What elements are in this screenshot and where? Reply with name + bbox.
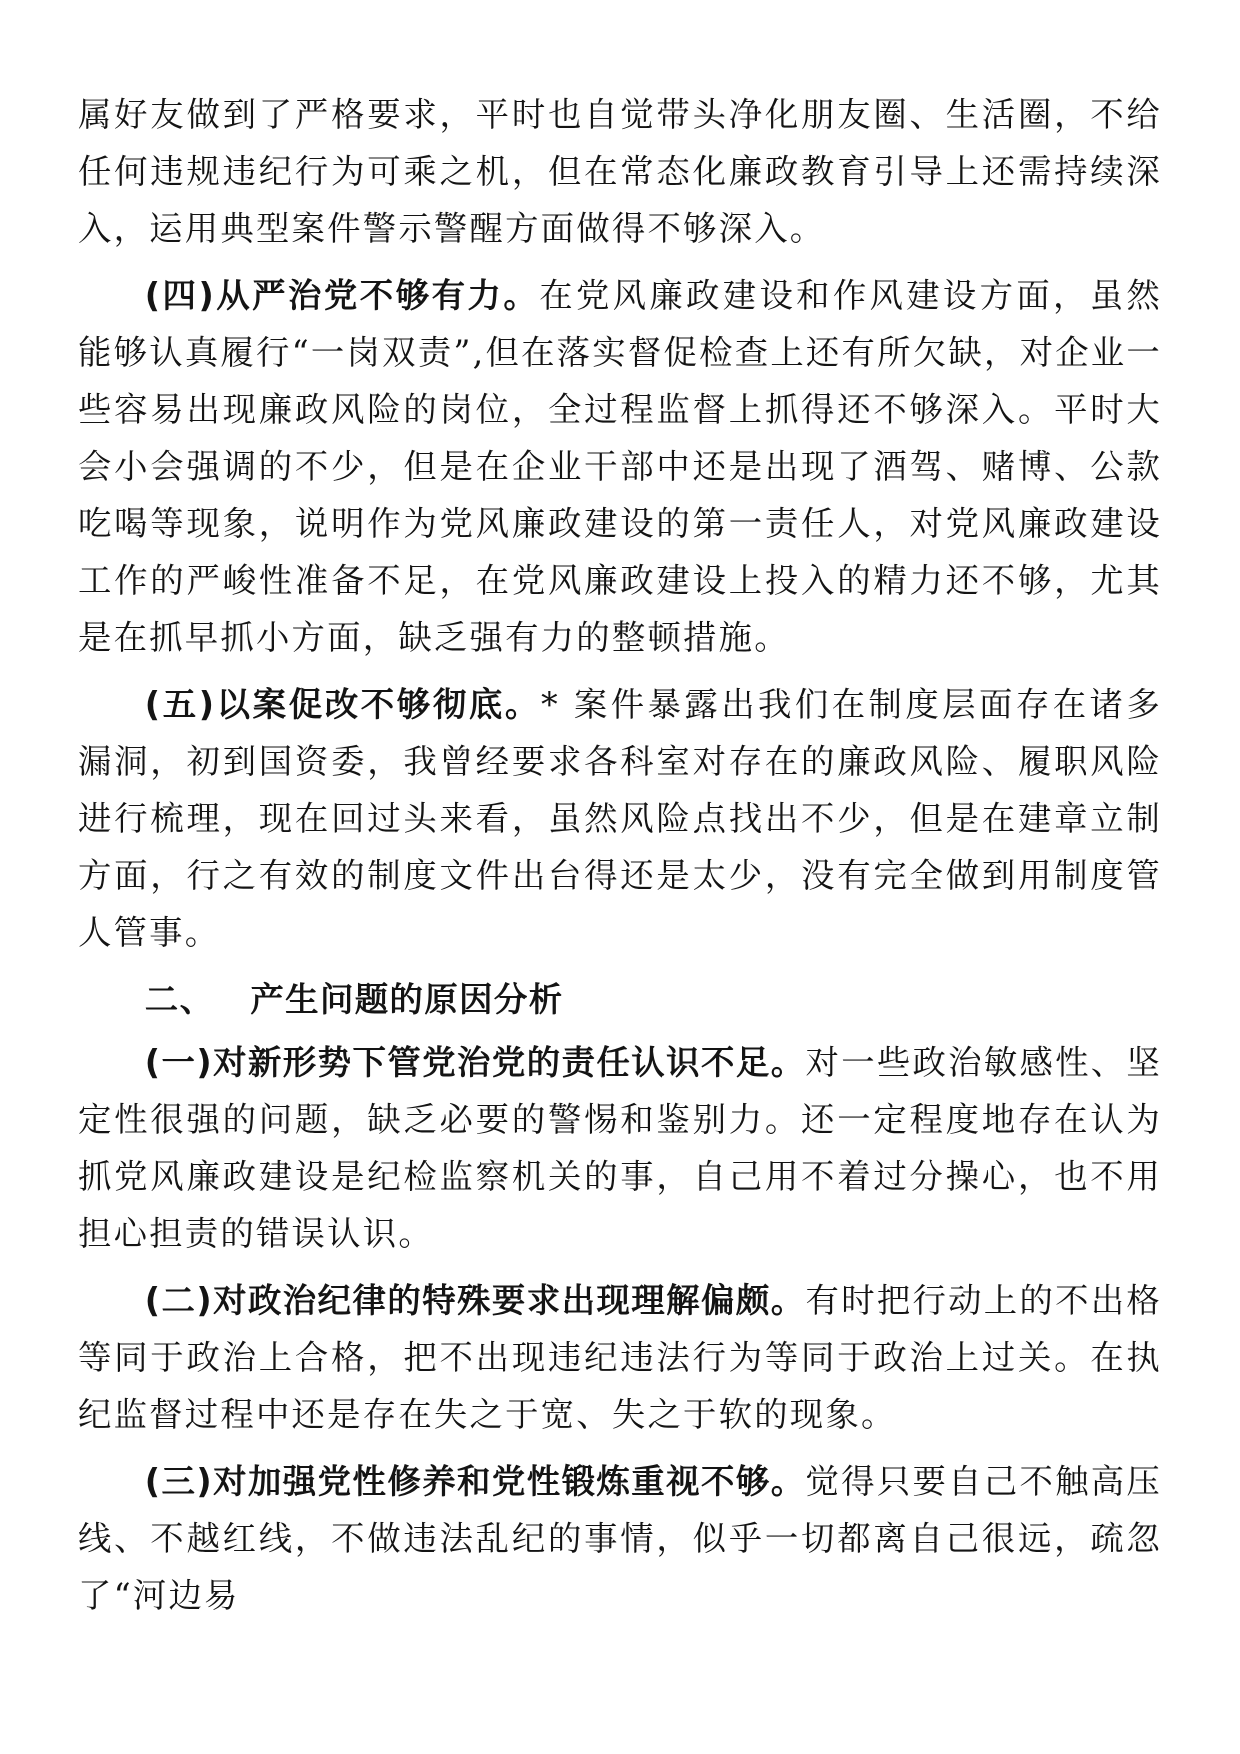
- paragraph-text: 有时把行动上的不出格等同于政治上合格，把不出现违纪违法行为等同于政治上过关。在执纪监督过程中还是存在失之于宽、失之于软的现象。: [78, 1281, 1162, 1434]
- paragraph-text: 在党风廉政建设和作风建设方面，虽然能够认真履行“一岗双责”,但在落实督促检查上还有所欠缺，对企业一些容易出现廉政风险的岗位，全过程监督上抓得还不够深入。平时大会小会强调的不少，但是在企业干部中还是出现了酒驾、赌博、公款吃喝等现象，说明作为党风廉政建设的第一责任人，对党风廉政建设工作的严峻性准备不足，在党风廉政建设上投入的精力还不够，尤其是在抓早抓小方面，缺乏强有力的整顿措施。: [78, 276, 1162, 657]
- paragraph-item-5: [78, 676, 1162, 961]
- paragraph-cause-3: [78, 1453, 1162, 1624]
- paragraph-text: 觉得只要自己不触高压线、不越红线，不做违法乱纪的事情，似乎一切都离自己很远，疏忽了“河边易: [78, 1462, 1162, 1615]
- paragraph-cause-2: [78, 1272, 1162, 1443]
- paragraph-item-4: [78, 267, 1162, 666]
- paragraph-lead: (四)从严治党不够有力。: [144, 276, 540, 315]
- paragraph-cause-1: [78, 1034, 1162, 1262]
- paragraph-lead: (五)以案促改不够彻底。: [144, 685, 541, 724]
- document-page: [78, 86, 1162, 1634]
- section-number: 二、: [144, 980, 215, 1019]
- section-heading: [78, 971, 1162, 1028]
- paragraph-text: * 案件暴露出我们在制度层面存在诸多漏洞，初到国资委，我曾经要求各科室对存在的廉政风险、履职风险进行梳理，现在回过头来看，虽然风险点找出不少，但是在建章立制方面，行之有效的制度文件出台得还是太少，没有完全做到用制度管人管事。: [78, 685, 1162, 952]
- paragraph-continued: [78, 86, 1162, 257]
- paragraph-lead: (二)对政治纪律的特殊要求出现理解偏颇。: [144, 1281, 806, 1320]
- paragraph-text: 对一些政治敏感性、坚定性很强的问题，缺乏必要的警惕和鉴别力。还一定程度地存在认为抓党风廉政建设是纪检监察机关的事，自己用不着过分操心，也不用担心担责的错误认识。: [78, 1043, 1162, 1253]
- paragraph-lead: (一)对新形势下管党治党的责任认识不足。: [144, 1043, 806, 1082]
- paragraph-lead: (三)对加强党性修养和党性锻炼重视不够。: [144, 1462, 806, 1501]
- paragraph-text: 属好友做到了严格要求，平时也自觉带头净化朋友圈、生活圈，不给任何违规违纪行为可乘之机，但在常态化廉政教育引导上还需持续深入，运用典型案件警示警醒方面做得不够深入。: [78, 95, 1162, 248]
- section-title: 产生问题的原因分析: [250, 980, 564, 1019]
